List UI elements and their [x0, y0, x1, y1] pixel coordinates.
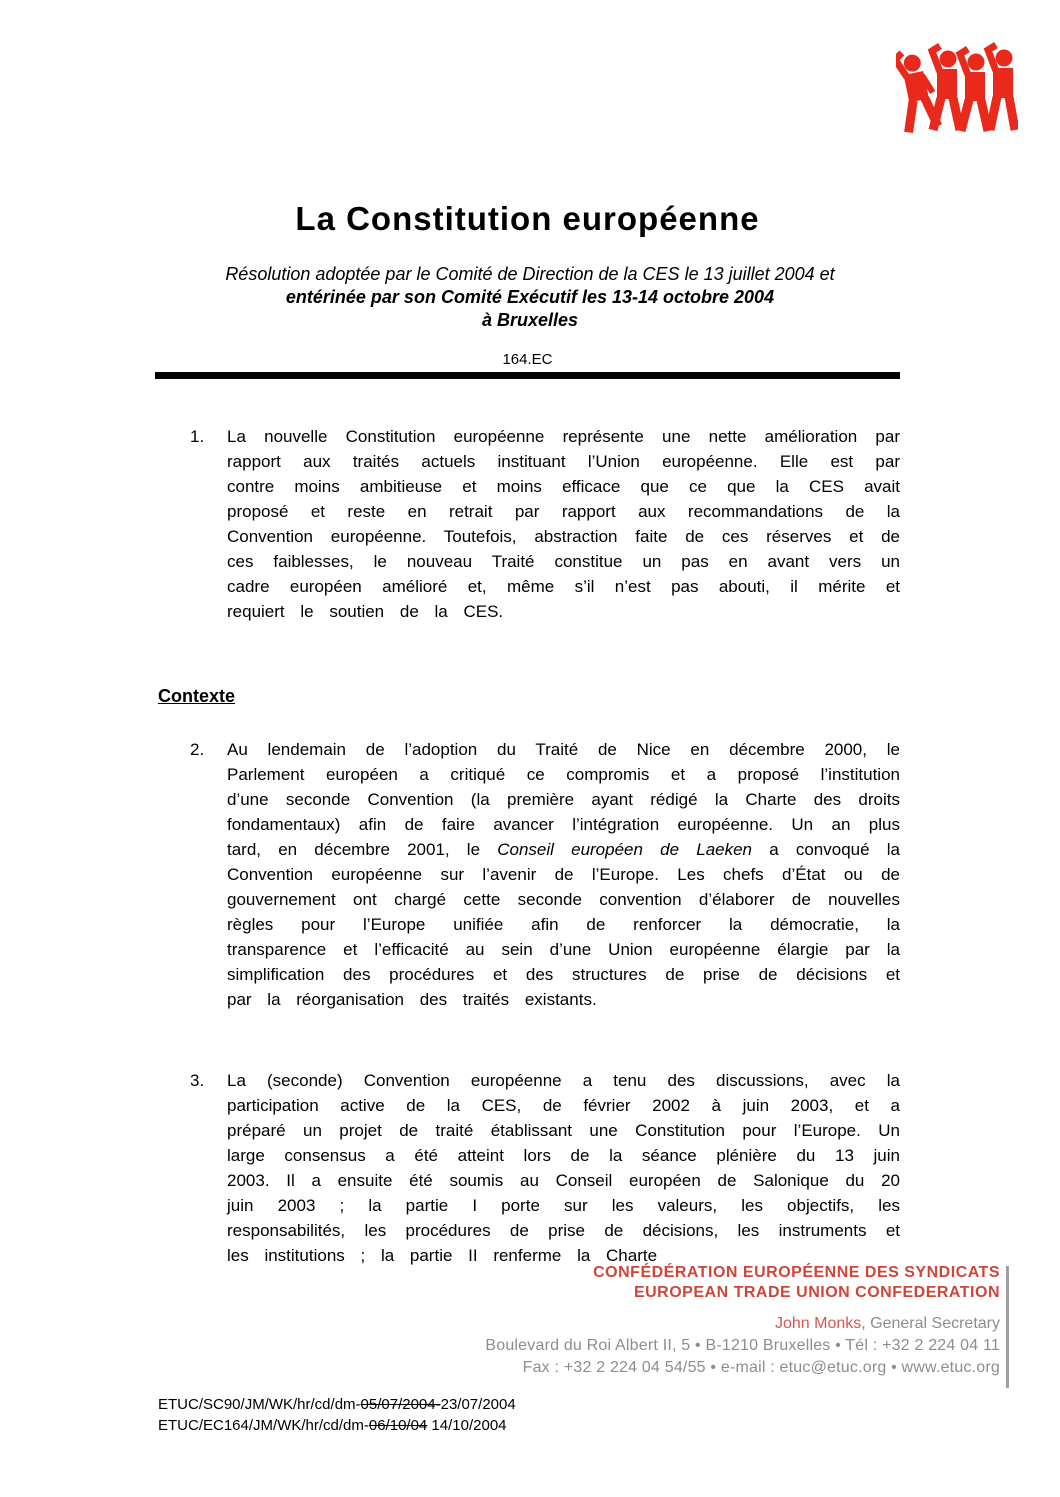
contexte-heading: Contexte: [158, 686, 236, 706]
footer-org-name-fr: CONFÉDÉRATION EUROPÉENNE DES SYNDICATS: [593, 1264, 1000, 1281]
etuc-footer: [485, 1263, 1000, 1379]
marching-figures-icon: [896, 40, 1018, 144]
reference-1-current-date: 23/07/2004: [440, 1396, 516, 1413]
paragraph-2: [190, 737, 900, 1012]
reference-2-struck-date: 06/10/04: [368, 1417, 428, 1434]
separator-rule: [155, 372, 900, 379]
paragraph-1-number: 1.: [190, 427, 205, 446]
secretary-name: John Monks,: [775, 1315, 866, 1332]
footer-org-name-en: EUROPEAN TRADE UNION CONFEDERATION: [633, 1284, 1000, 1301]
reference-2-prefix: ETUC/EC164/JM/WK/hr/cd/dm-: [158, 1417, 369, 1434]
reference-line-2: [158, 1415, 516, 1436]
contact-line: Fax : +32 2 224 04 54/55 • e-mail : etuc@etuc.org • www.etuc.org: [522, 1359, 1000, 1376]
paragraph-2-number: 2.: [190, 740, 205, 759]
reference-2-current-date: 14/10/2004: [427, 1417, 507, 1434]
document-number: 164.EC: [502, 351, 553, 368]
paragraph-1: [190, 424, 900, 624]
etuc-logo: [896, 40, 1018, 144]
secretary-title: General Secretary: [865, 1315, 1000, 1332]
reference-codes: [158, 1394, 516, 1436]
reference-1-struck-date: 05/07/2004-: [360, 1396, 441, 1413]
footer-divider-bar: [1006, 1266, 1009, 1388]
paragraph-2-text-end: a convoqué la Convention européenne sur l’avenir de l’Europe. Les chefs d’État ou de gouvernement ont chargé cette seconde convention d’élaborer de nouvelles règles pour l’Europe unifiée afin de renforcer la démocratie, la transparence et l’efficacité au sein d’une Union européenne élargie par la simplification des procédures et des structures de prise de décisions et par la réorganisation des traités existants.: [227, 840, 900, 1009]
paragraph-3-text: La (seconde) Convention européenne a tenu des discussions, avec la participation active de la CES, de février 2002 à juin 2003, et a préparé un projet de traité établissant une Constitution pour l’Europe. Un large consensus a été atteint lors de la séance plénière du 13 juin 2003. Il a ensuite été soumis au Conseil européen de Salonique du 20 juin 2003 ; la partie I porte sur les valeurs, les objectifs, les responsabilités, les procédures de prise de décisions, les instruments et les institutions ; la partie II renferme la Charte: [227, 1071, 900, 1265]
document-subtitle: [110, 263, 950, 332]
paragraph-3-number: 3.: [190, 1071, 205, 1090]
paragraph-1-text: La nouvelle Constitution européenne représente une nette amélioration par rapport aux traités actuels instituant l’Union européenne. Elle est par contre moins ambitieuse et moins efficace que ce que la CES avait proposé et reste en retrait par rapport aux recommandations de la Convention européenne. Toutefois, abstraction faite de ces réserves et de ces faiblesses, le nouveau Traité constitue un pas en avant vers un cadre européen amélioré et, même s’il n’est pas abouti, il mérite et requiert le soutien de la CES.: [227, 427, 900, 621]
paragraph-2-italic-phrase: Conseil européen de Laeken: [497, 840, 753, 859]
paragraph-2-text-start: Au lendemain de l’adoption du Traité de Nice en décembre 2000, le Parlement européen a critiqué ce compromis et a proposé l’institution d’une seconde Convention (la première ayant rédigé la Charte des droits fondamentaux) afin de faire avancer l’intégration européenne. Un an plus tard, en décembre 2001, le: [227, 740, 900, 859]
subtitle-line-3: à Bruxelles: [481, 310, 579, 330]
reference-line-1: [158, 1394, 516, 1415]
document-title: La Constitution européenne: [295, 200, 760, 237]
secretary-line: [485, 1313, 1000, 1335]
address-line: Boulevard du Roi Albert II, 5 • B-1210 Bruxelles • Tél : +32 2 224 04 11: [485, 1337, 1000, 1354]
paragraph-3: [190, 1068, 900, 1268]
subtitle-line-1: Résolution adoptée par le Comité de Direction de la CES le 13 juillet 2004 et: [225, 264, 835, 284]
reference-1-prefix: ETUC/SC90/JM/WK/hr/cd/dm-: [158, 1396, 361, 1413]
subtitle-line-2: entérinée par son Comité Exécutif les 13-14 octobre 2004: [285, 287, 775, 307]
